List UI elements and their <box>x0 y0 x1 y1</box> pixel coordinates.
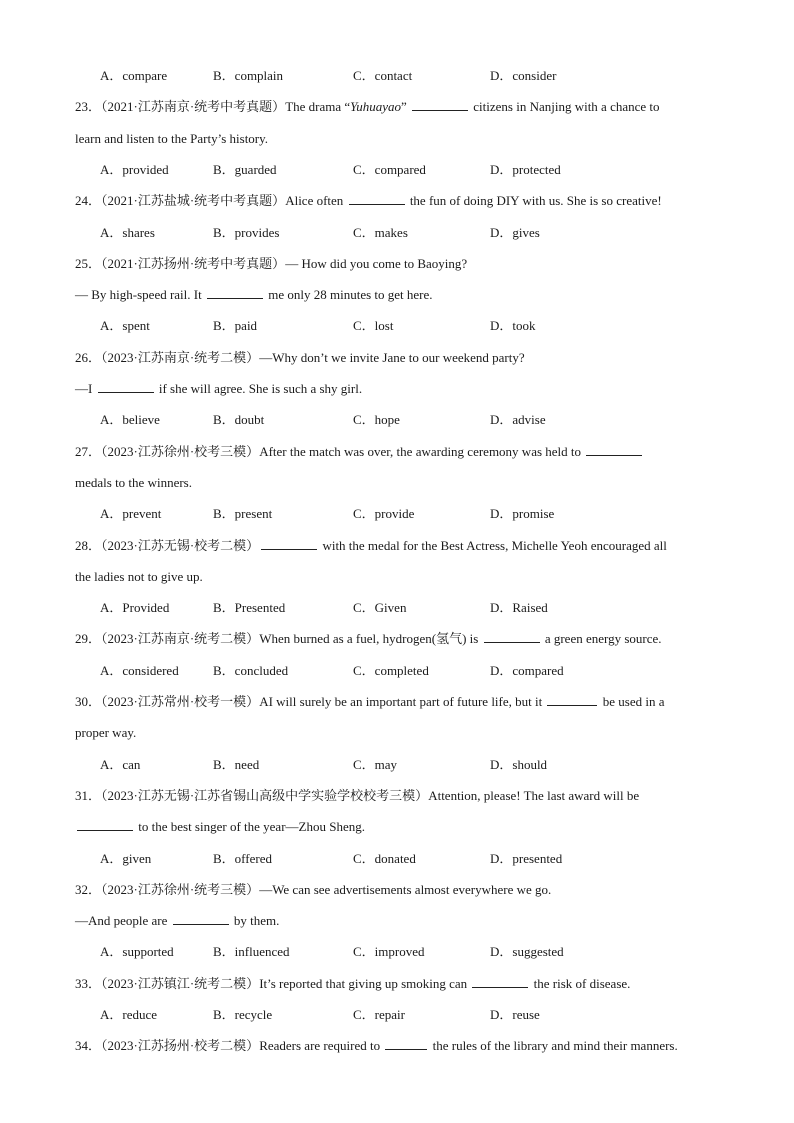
option-d: D．Raised <box>490 600 548 615</box>
question-stem <box>75 255 715 273</box>
option-b: B．offered <box>213 851 272 866</box>
stem-text: the fun of doing DIY with us. She is so creative! <box>406 193 662 208</box>
answer-blank <box>349 192 405 205</box>
question-source: （2023·江苏常州·校考一模） <box>101 694 260 709</box>
option-b: B．Presented <box>213 600 286 615</box>
answer-options <box>0 411 794 429</box>
question-stem <box>75 881 715 899</box>
answer-options <box>0 599 794 617</box>
option-a: A．believe <box>100 412 160 427</box>
question-continuation <box>75 568 715 586</box>
question-stem <box>75 98 715 116</box>
option-c: C．contact <box>353 68 413 83</box>
option-b: B．guarded <box>213 162 277 177</box>
stem-text: the rules of the library and mind their manners. <box>429 1038 678 1053</box>
option-a: A．supported <box>100 944 174 959</box>
stem-text: citizens in Nanjing with a chance to <box>470 99 660 114</box>
answer-blank <box>547 693 597 706</box>
question-source: （2023·江苏无锡·校考二模） <box>101 538 260 553</box>
question-source: （2021·江苏南京·统考中考真题） <box>101 99 286 114</box>
answer-blank <box>412 98 468 111</box>
question-stem <box>75 443 715 461</box>
answer-blank <box>586 443 642 456</box>
answer-options <box>0 943 794 961</box>
option-c: C．provide <box>353 506 415 521</box>
stem-text: medals to the winners. <box>75 475 192 490</box>
option-a: A．reduce <box>100 1007 158 1022</box>
option-a: A．spent <box>100 318 150 333</box>
option-d: D．presented <box>490 851 563 866</box>
question-continuation <box>75 912 715 930</box>
answer-options <box>0 224 794 242</box>
option-d: D．promise <box>490 506 555 521</box>
option-a: A．shares <box>100 225 155 240</box>
question-number: 23． <box>75 99 102 114</box>
option-c: C．improved <box>353 944 425 959</box>
question-number: 25． <box>75 256 102 271</box>
question-stem <box>75 975 715 993</box>
question-continuation <box>75 380 715 398</box>
stem-text: — How did you come to Baoying? <box>285 256 468 271</box>
option-b: B．influenced <box>213 944 290 959</box>
answer-blank <box>207 286 263 299</box>
stem-text: a green energy source. <box>541 631 662 646</box>
question-continuation <box>75 286 715 304</box>
stem-text: me only 28 minutes to get here. <box>264 287 433 302</box>
answer-options <box>0 317 794 335</box>
question-number: 24． <box>75 193 102 208</box>
option-c: C．lost <box>353 318 394 333</box>
stem-text: if she will agree. She is such a shy girl. <box>155 381 363 396</box>
question-continuation <box>75 818 715 836</box>
stem-text: — By high-speed rail. It <box>75 287 205 302</box>
answer-options <box>0 505 794 523</box>
question-number: 29． <box>75 631 102 646</box>
option-a: A．prevent <box>100 506 162 521</box>
option-c: C．donated <box>353 851 416 866</box>
stem-text: Alice often <box>285 193 347 208</box>
answer-blank <box>385 1037 427 1050</box>
option-c: C．repair <box>353 1007 405 1022</box>
question-stem <box>75 537 715 555</box>
question-continuation <box>75 474 715 492</box>
answer-options <box>0 850 794 868</box>
question-stem <box>75 1037 715 1055</box>
question-number: 33． <box>75 976 102 991</box>
option-a: A．given <box>100 851 152 866</box>
answer-options <box>0 756 794 774</box>
option-b: B．doubt <box>213 412 265 427</box>
option-b: B．recycle <box>213 1007 273 1022</box>
option-c: C．may <box>353 757 398 772</box>
stem-text: AI will surely be an important part of future life, but it <box>259 694 546 709</box>
question-continuation <box>75 130 715 148</box>
answer-options <box>0 161 794 179</box>
question-number: 32． <box>75 882 102 897</box>
answer-options <box>0 67 794 85</box>
option-a: A．provided <box>100 162 169 177</box>
question-number: 31． <box>75 788 102 803</box>
option-c: C．compared <box>353 162 426 177</box>
question-number: 27． <box>75 444 102 459</box>
question-source: （2023·江苏无锡·江苏省锡山高级中学实验学校校考三模） <box>101 788 429 803</box>
stem-text: —And people are <box>75 913 171 928</box>
question-source: （2021·江苏盐城·统考中考真题） <box>101 193 286 208</box>
stem-text: the ladies not to give up. <box>75 569 203 584</box>
stem-text-italic: Yuhuayao <box>350 99 401 114</box>
option-d: D．suggested <box>490 944 564 959</box>
stem-text: Readers are required to <box>259 1038 384 1053</box>
question-number: 34． <box>75 1038 102 1053</box>
question-number: 28． <box>75 538 102 553</box>
stem-text: —I <box>75 381 96 396</box>
option-b: B．paid <box>213 318 258 333</box>
option-a: A．considered <box>100 663 179 678</box>
question-source: （2023·江苏徐州·校考三模） <box>101 444 260 459</box>
question-stem <box>75 349 715 367</box>
question-number: 26． <box>75 350 102 365</box>
stem-text: be used in a <box>599 694 665 709</box>
question-stem <box>75 192 715 210</box>
option-c: C．makes <box>353 225 408 240</box>
option-a: A．compare <box>100 68 168 83</box>
question-continuation <box>75 724 715 742</box>
option-d: D．protected <box>490 162 561 177</box>
question-stem <box>75 787 715 805</box>
option-d: D．compared <box>490 663 564 678</box>
answer-blank <box>77 818 133 831</box>
stem-text: ” <box>400 99 410 114</box>
question-stem <box>75 630 715 648</box>
option-a: A．Provided <box>100 600 170 615</box>
stem-text: The drama “ <box>285 99 351 114</box>
option-d: D．gives <box>490 225 540 240</box>
answer-blank <box>472 975 528 988</box>
question-source: （2023·江苏南京·统考二模） <box>101 631 260 646</box>
answer-blank <box>261 537 317 550</box>
option-a: A．can <box>100 757 141 772</box>
option-d: D．took <box>490 318 536 333</box>
answer-blank <box>173 912 229 925</box>
stem-text: with the medal for the Best Actress, Michelle Yeoh encouraged all <box>319 538 667 553</box>
answer-blank <box>98 380 154 393</box>
stem-text: the risk of disease. <box>530 976 631 991</box>
question-source: （2023·江苏徐州·统考三模） <box>101 882 260 897</box>
stem-text: learn and listen to the Party’s history. <box>75 131 269 146</box>
question-source: （2021·江苏扬州·统考中考真题） <box>101 256 286 271</box>
question-source: （2023·江苏扬州·校考二模） <box>101 1038 260 1053</box>
stem-text: proper way. <box>75 725 137 740</box>
option-d: D．should <box>490 757 548 772</box>
stem-text: It’s reported that giving up smoking can <box>259 976 471 991</box>
stem-text: by them. <box>230 913 280 928</box>
answer-blank <box>484 630 540 643</box>
option-b: B．complain <box>213 68 284 83</box>
option-b: B．concluded <box>213 663 289 678</box>
answer-options <box>0 662 794 680</box>
question-source: （2023·江苏南京·统考二模） <box>101 350 260 365</box>
option-d: D．advise <box>490 412 546 427</box>
question-source: （2023·江苏镇江·统考二模） <box>101 976 260 991</box>
stem-text: to the best singer of the year—Zhou Sheng. <box>135 819 365 834</box>
option-b: B．provides <box>213 225 280 240</box>
stem-text: Attention, please! The last award will be <box>428 788 640 803</box>
question-stem <box>75 693 715 711</box>
option-b: B．present <box>213 506 273 521</box>
question-number: 30． <box>75 694 102 709</box>
stem-text: When burned as a fuel, hydrogen(氢气) is <box>259 631 482 646</box>
option-d: D．reuse <box>490 1007 540 1022</box>
option-d: D．consider <box>490 68 557 83</box>
option-c: C．Given <box>353 600 407 615</box>
stem-text: After the match was over, the awarding ceremony was held to <box>259 444 585 459</box>
option-c: C．completed <box>353 663 429 678</box>
option-b: B．need <box>213 757 260 772</box>
answer-options <box>0 1006 794 1024</box>
option-c: C．hope <box>353 412 400 427</box>
stem-text: —Why don’t we invite Jane to our weekend party? <box>259 350 525 365</box>
stem-text: —We can see advertisements almost everywhere we go. <box>259 882 552 897</box>
